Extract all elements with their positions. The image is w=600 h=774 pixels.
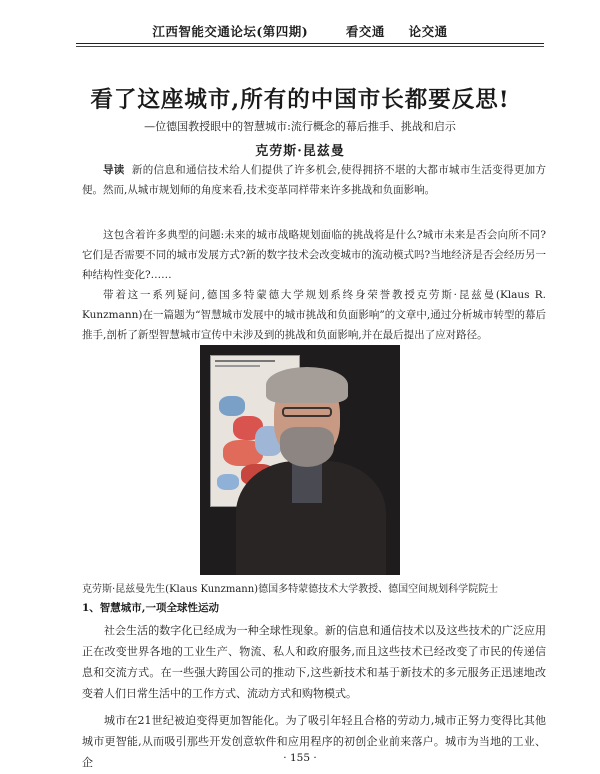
- column-label-1: 看交通: [345, 24, 385, 39]
- photo-caption: 克劳斯·昆兹曼先生(Klaus Kunzmann)德国多特蒙德技术大学教授、德国空间规划科学院院士: [82, 584, 499, 595]
- header-rule-thin: [76, 46, 544, 47]
- article-author: 克劳斯·昆兹曼: [255, 144, 345, 159]
- lead-text: 新的信息和通信技术给人们提供了许多机会,使得拥挤不堪的大都市城市生活变得更加方便。然而,从城市规划师的角度来看,技术变革同样带来许多挑战和负面影响。: [82, 164, 546, 196]
- page-number: · 155 ·: [283, 752, 317, 764]
- intro-paragraph-3: 带着这一系列疑问,德国多特蒙德大学规划系终身荣誉教授克劳斯·昆兹曼(Klaus R. Kunzmann)在一篇题为“智慧城市发展中的城市挑战和负面影响”的文章中,通过分析城市转型的幕后推手,剖析了新型智慧城市宣传中未涉及到的挑战和负面影响,并在最后提出了应对路径。: [82, 289, 546, 341]
- intro-paragraph-2: 这包含着许多典型的问题:未来的城市战略规划面临的挑战将是什么?城市未来是否会向所不同?它们是否需要不同的城市发展方式?新的数字技术会改变城市的流动模式吗?当地经济是否会经历另一种结构性变化?……: [82, 229, 546, 281]
- section-heading: 1、智慧城市,一项全球性运动: [82, 602, 219, 614]
- header-rule: [76, 43, 544, 44]
- section-paragraph-2: 城市在21世纪被迫变得更加智能化。为了吸引年轻且合格的劳动力,城市正努力变得比其他城市更智能,从而吸引那些开发创意软件和应用程序的初创企业前来落户。城市为当地的工业、企: [82, 714, 546, 769]
- running-header: [0, 22, 600, 40]
- author-photo: [200, 345, 400, 575]
- article-title: 看了这座城市,所有的中国市长都要反思!: [90, 87, 510, 113]
- lead-label: 导读: [103, 164, 125, 176]
- journal-name: 江西智能交通论坛(第四期): [152, 24, 309, 39]
- lead-paragraph: [82, 160, 546, 200]
- article-subtitle: —位德国教授眼中的智慧城市:流行概念的幕后推手、挑战和启示: [144, 120, 456, 133]
- section-paragraph-1: 社会生活的数字化已经成为一种全球性现象。新的信息和通信技术以及这些技术的广泛应用正在改变世界各地的工业生产、物流、私人和政府服务,而且这些技术已经改变了市民的传递信息和交流方式。在一些强大跨国公司的推动下,这些新技术和基于新技术的多元服务正迅速地改变着人们日常生活中的工作方式、流动方式和购物模式。: [82, 624, 546, 700]
- column-label-2: 论交通: [408, 24, 448, 39]
